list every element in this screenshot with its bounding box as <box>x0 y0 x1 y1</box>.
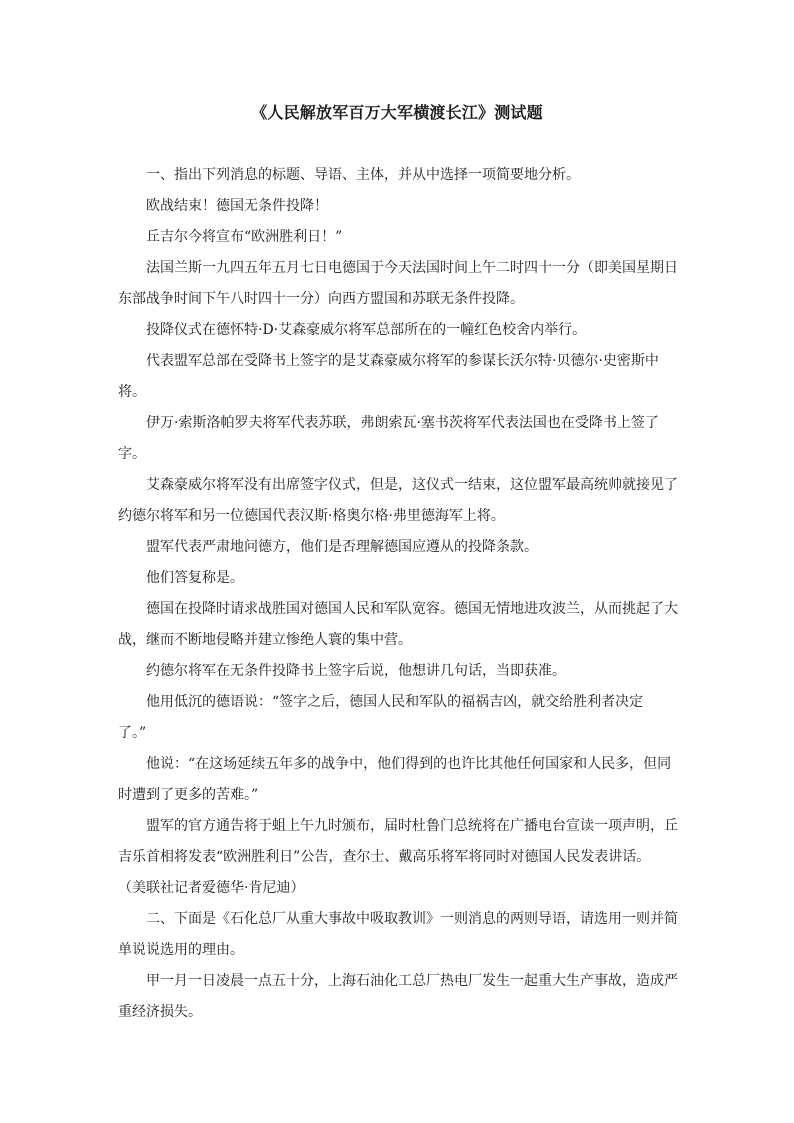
paragraph <box>118 346 678 408</box>
paragraph-line: 代表盟军总部在受降书上签字的是艾森豪威尔将军的参谋长沃尔特·贝德尔·史密斯中 <box>146 353 659 369</box>
paragraph <box>118 470 678 532</box>
paragraph-line: 将。 <box>118 384 146 400</box>
document-title: 《人民解放军百万大军横渡长江》测试题 <box>251 103 543 122</box>
paragraph-line: 他说：“在这场延续五年多的战争中，他们得到的也许比其他任何国家和人民多，但同 <box>146 756 672 772</box>
paragraph-line: 法国兰斯一九四五年五月七日电德国于今天法国时间上午二时四十一分（即美国星期日 <box>146 260 678 276</box>
paragraph-line: 时遭到了更多的苦难。” <box>118 787 259 803</box>
paragraph-line: 约德尔将军在无条件投降书上签字后说，他想讲几句话，当即获准。 <box>146 663 566 679</box>
paragraph-line: 欧战结束！德国无条件投降！ <box>146 198 328 214</box>
paragraph-line: 一、指出下列消息的标题、导语、主体，并从中选择一项简要地分析。 <box>146 167 580 183</box>
paragraph-line: 了。” <box>118 725 147 741</box>
paragraph <box>118 749 678 811</box>
paragraph-line: 单说说选用的理由。 <box>118 942 244 958</box>
paragraph <box>118 191 678 222</box>
paragraph-line: 二、下面是《石化总厂从重大事故中吸取教训》一则消息的两则导语，请选用一则并简 <box>146 911 678 927</box>
paragraph <box>118 594 678 656</box>
paragraph-line: 重经济损失。 <box>118 1004 202 1020</box>
paragraph-line: 投降仪式在德怀特·D·艾森豪威尔将军总部所在的一幢红色校舍内举行。 <box>146 322 587 338</box>
paragraph-line: 盟军的官方通告将于蛆上午九时颁布，届时杜鲁门总统将在广播电台宣读一项声明，丘 <box>146 818 678 834</box>
paragraph <box>118 222 678 253</box>
byline <box>118 873 678 904</box>
paragraph-line: 吉乐首相将发表“欧洲胜利日”公告，查尔士、戴高乐将军将同时对德国人民发表讲话。 <box>118 849 651 865</box>
paragraph <box>118 687 678 749</box>
paragraph-line: 盟军代表严肃地问德方，他们是否理解德国应遵从的投降条款。 <box>146 539 538 555</box>
paragraph <box>118 532 678 563</box>
paragraph <box>118 408 678 470</box>
paragraph-line: 伊万·索斯洛帕罗夫将军代表苏联，弗朗索瓦·塞书茨将军代表法国也在受降书上签了 <box>146 415 659 431</box>
paragraph-line: 丘吉尔今将宣布“欧洲胜利日！” <box>146 229 343 245</box>
paragraph <box>118 315 678 346</box>
paragraph <box>118 253 678 315</box>
paragraph-line: 德国在投降时请求战胜国对德国人民和军队宽容。德国无情地进攻波兰，从而挑起了大 <box>146 601 678 617</box>
document-body <box>118 160 678 1028</box>
paragraph <box>118 811 678 873</box>
paragraph-line: 约德尔将军和另一位德国代表汉斯·格奥尔格·弗里德海军上将。 <box>118 508 505 524</box>
paragraph <box>118 904 678 966</box>
paragraph <box>118 966 678 1028</box>
paragraph-line: 字。 <box>118 446 146 462</box>
paragraph-line: 战，继而不断地侵略并建立惨绝人寰的集中营。 <box>118 632 412 648</box>
paragraph-line: 东部战争时间下午八时四十一分）向西方盟国和苏联无条件投降。 <box>118 291 524 307</box>
paragraph-line: 甲一月一日凌晨一点五十分，上海石油化工总厂热电厂发生一起重大生产事故，造成严 <box>146 973 678 989</box>
paragraph-line: 他用低沉的德语说：“签字之后，德国人民和军队的福祸吉凶，就交给胜利者决定 <box>146 694 644 710</box>
paragraph-line: 艾森豪威尔将军没有出席签字仪式，但是，这仪式一结束，这位盟军最高统帅就接见了 <box>146 477 678 493</box>
paragraph <box>118 656 678 687</box>
paragraph-line: 他们答复称是。 <box>146 570 244 586</box>
paragraph <box>118 160 678 191</box>
paragraph <box>118 563 678 594</box>
paragraph-line: （美联社记者爱德华·肯尼迪） <box>118 880 305 896</box>
